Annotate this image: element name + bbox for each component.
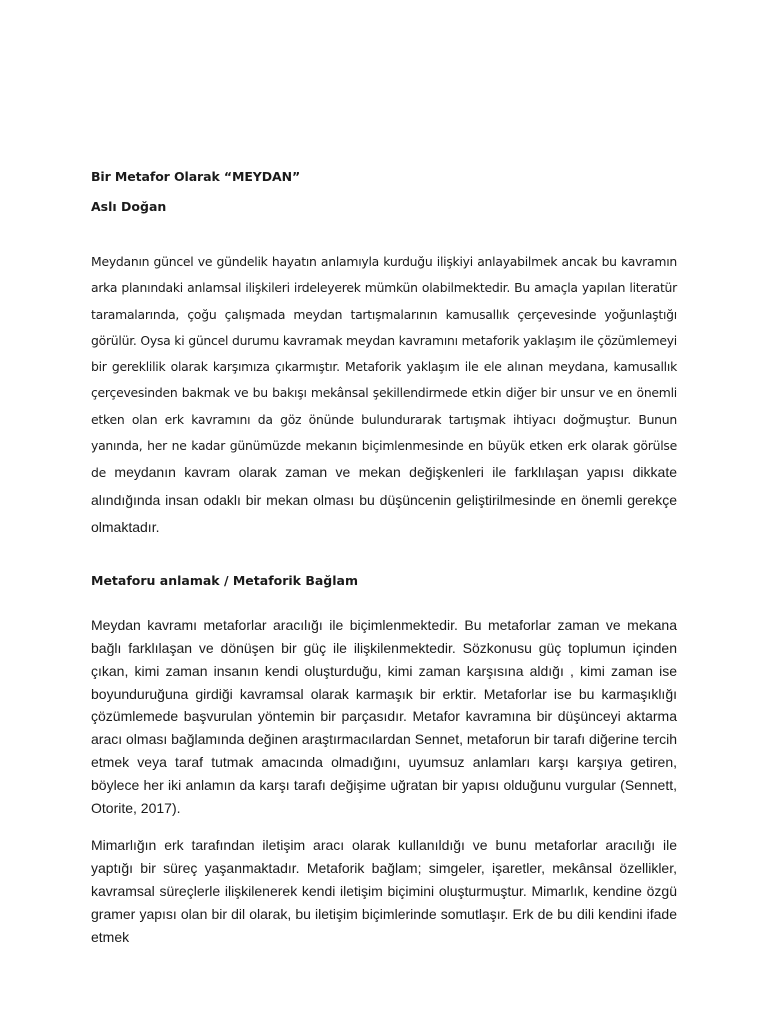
intro-text-part1: Meydanın güncel ve gündelik hayatın anlamıyla kurduğu ilişkiyi anlayabilmek ancak bu kavramın arka planındaki anlamsal ilişkileri irdeleyerek mümkün olabilmektedir. Bu amaçla yapılan literatür taramalarında, çoğu çalışmada meydan tartışmalarının kamusallık çerçevesinde yoğunlaştığı görülür. Oysa ki güncel durumu kavramak meydan kavramını metaforik yaklaşım ile çözümlemeyi bir gereklilik olarak karşımıza çıkarmıştır. Metaforik yaklaşım ile ele alınan meydana, kamusallık çerçevesinden bakmak ve bu bakışı mekânsal şekillendirmede etkin diğer bir unsur ve en önemli etken olan erk kavramını da göz önünde bulundurarak tartışmak ihtiyacı doğmuştur. Bunun yanında, her ne kadar günümüzde mekanın biçimlenmesinde en büyük etken erk olarak görülse de xyxy=(91,254,677,481)
section-paragraph-1: Meydan kavramı metaforlar aracılığı ile biçimlenmektedir. Bu metaforlar zaman ve mekana bağlı farklılaşan ve dönüşen bir güç ile ilişkilenmektedir. Sözkonusu güç toplumun içinden çıkan, kimi zaman insanın kendi oluşturduğu, kimi zaman karşısına aldığı , kimi zaman ise boyunduruğuna girdiği kavramsal olarak karmaşık bir erktir. Metaforlar ise bu karmaşıklığı çözümlemede başvurulan yöntemin bir parçasıdır. Metafor kavramına bir düşünceyi aktarma aracı olması bağlamında değinen araştırmacılardan Sennet, metaforun bir tarafı diğerine tercih etmek veya taraf tutmak amacında olmadığını, uyumsuz anlamları karşı karşıya getiren, böylece her iki anlamın da karşı tarafı değişime uğratan bir yapısı olduğunu vurgular (Sennett, Otorite, 2017). xyxy=(91,617,677,816)
section-paragraph-2: Mimarlığın erk tarafından iletişim aracı olarak kullanıldığı ve bunu metaforlar aracılığı ile yaptığı bir süreç yaşanmaktadır. Metaforik bağlam; simgeler, işaretler, mekânsal özellikler, kavramsal süreçlerle ilişkilenerek kendi iletişim biçimini oluşturmuştur. Mimarlık, kendine özgü gramer yapısı olan bir dil olarak, bu iletişim biçimlerinde somutlaşır. Erk de bu dili kendini ifade etmek xyxy=(91,837,677,945)
document-title: Bir Metafor Olarak “MEYDAN” xyxy=(91,169,301,184)
intro-paragraph xyxy=(91,249,677,541)
section-heading: Metaforu anlamak / Metaforik Bağlam xyxy=(91,573,358,589)
intro-text-part2: meydanın kavram olarak zaman ve mekan değişkenleri ile farklılaşan yapısı dikkate alındığında insan odaklı bir mekan olması bu düşüncenin geliştirilmesinde en önemli gerekçe olmaktadır. xyxy=(91,464,677,535)
document-page xyxy=(91,168,677,948)
author-name: Aslı Doğan xyxy=(91,199,167,214)
